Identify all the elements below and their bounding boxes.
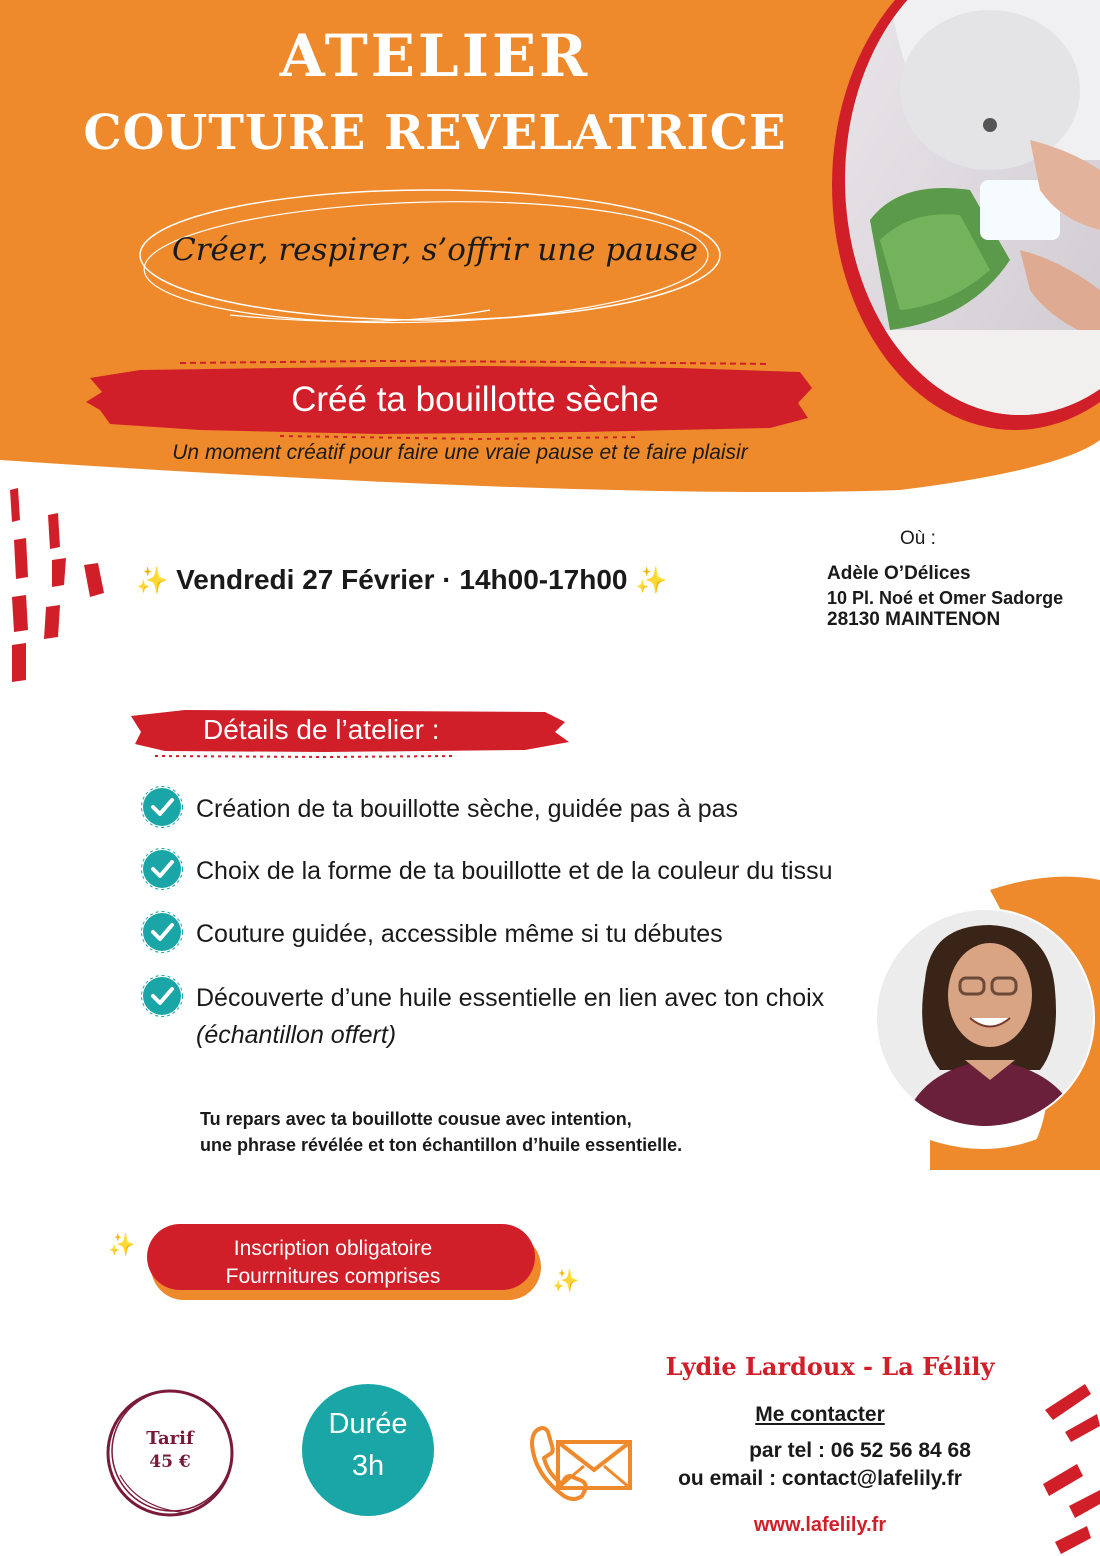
contact-email[interactable]: ou email : contact@lafelily.fr (678, 1467, 962, 1490)
list-item-text: Création de ta bouillotte sèche, guidée pas à pas (196, 795, 739, 823)
closing-line-2: une phrase révélée et ton échantillon d’huile essentielle. (200, 1135, 683, 1155)
sparkle-icon: ✨ (552, 1268, 580, 1293)
location-label: Où : (900, 528, 936, 549)
portrait-photo (870, 870, 1100, 1170)
phone-envelope-icon (528, 1422, 638, 1506)
sparkle-icon: ✨ (136, 565, 169, 595)
location-city: 28130 MAINTENON (827, 609, 1001, 630)
list-item (140, 791, 880, 829)
list-item-text (196, 980, 824, 1054)
registration-line-2: Fourrnitures comprises (225, 1265, 441, 1288)
event-date-text: Vendredi 27 Février · 14h00-17h00 (176, 564, 628, 595)
location-street: 10 Pl. Noé et Omer Sadorge (827, 588, 1064, 608)
brush-marks-right (1035, 1380, 1100, 1556)
closing-text (200, 1106, 820, 1158)
tagline: Créer, respirer, s’offrir une pause (172, 232, 698, 268)
list-item (140, 916, 880, 954)
location-name: Adèle O’Délices (827, 563, 971, 584)
title-line-1: ATELIER (279, 22, 591, 90)
contact-name: Lydie Lardoux - La Félily (665, 1352, 995, 1381)
brush-marks-left (0, 485, 110, 685)
price-value: 45 € (149, 1452, 191, 1472)
list-item-note: (échantillon offert) (196, 1021, 397, 1049)
check-circle-icon (140, 910, 184, 954)
website-link[interactable]: www.lafelily.fr (753, 1514, 887, 1536)
subtitle: Un moment créatif pour faire une vraie pause et te faire plaisir (172, 441, 748, 464)
sewing-photo (830, 0, 1100, 450)
list-item-text: Couture guidée, accessible même si tu débutes (196, 920, 723, 948)
details-title: Détails de l’atelier : (203, 714, 440, 745)
list-item (140, 980, 880, 1054)
title-line-2: COUTURE REVELATRICE (83, 105, 787, 161)
sparkle-icon: ✨ (635, 565, 668, 595)
check-circle-icon (140, 974, 184, 1018)
list-item-main: Découverte d’une huile essentielle en lien avec ton choix (196, 984, 825, 1012)
price-label: Tarif (146, 1428, 194, 1449)
duration-value: 3h (351, 1450, 385, 1482)
registration-text (150, 1235, 516, 1291)
check-circle-icon (140, 785, 184, 829)
closing-line-1: Tu repars avec ta bouillotte cousue avec intention, (200, 1109, 632, 1129)
duration-label: Durée (328, 1408, 408, 1440)
check-circle-icon (140, 847, 184, 891)
banner-title: Créé ta bouillotte sèche (291, 380, 659, 419)
contact-phone[interactable]: par tel : 06 52 56 84 68 (749, 1439, 971, 1462)
sparkle-icon: ✨ (108, 1232, 136, 1257)
event-date (136, 564, 668, 596)
list-item-text: Choix de la forme de ta bouillotte et de la couleur du tissu (196, 857, 833, 885)
list-item (140, 853, 880, 891)
registration-line-1: Inscription obligatoire (233, 1237, 433, 1260)
contact-heading: Me contacter (755, 1403, 885, 1426)
